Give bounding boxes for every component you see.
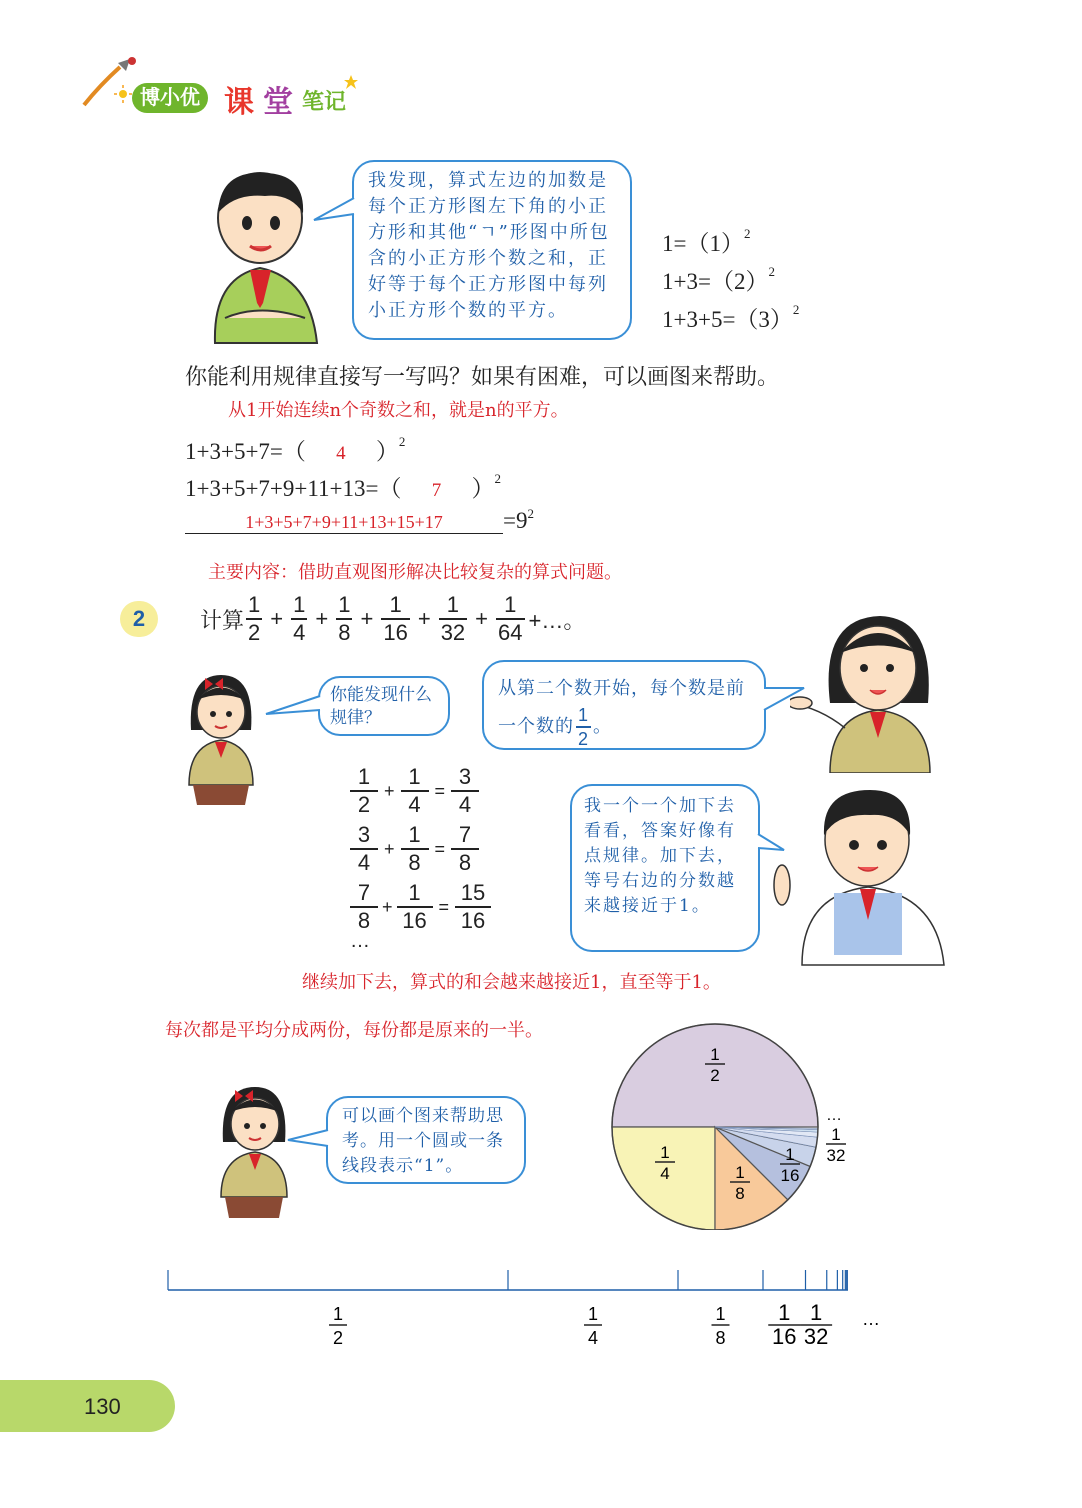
problem-expression: 计算 $\frac{1}{2}$ + $\frac{1}{4}$ + $\frac{1}{8}$ + $\frac{1}{16}$ + $\frac{1}{32}$ + $\frac{1}{64}$ +…。 bbox=[200, 592, 586, 645]
pie-label-denominator: 8 bbox=[735, 1184, 745, 1203]
fraction-step: $\frac{1}{2}$ + $\frac{1}{4}$ = $\frac{3}{4}$ bbox=[350, 765, 491, 817]
number-line-label bbox=[800, 1300, 832, 1349]
header-title-a: 课 bbox=[224, 86, 254, 119]
boy-speech-bubble-2 bbox=[570, 784, 760, 952]
girl-speech-bubble-1 bbox=[318, 676, 450, 736]
number-line-ellipsis: … bbox=[862, 1309, 880, 1329]
fraction-steps bbox=[350, 764, 491, 952]
fraction-step: $\frac{7}{8}$ + $\frac{1}{16}$ = $\frac{15}{16}$ bbox=[350, 881, 491, 933]
pie-label-denominator: 2 bbox=[710, 1066, 720, 1085]
bubble-fraction: $\frac{1}{2}$ bbox=[578, 705, 590, 749]
problem-fraction: $\frac{1}{4}$ bbox=[293, 592, 306, 645]
continue-note: 继续加下去，算式的和会越来越接近1，直至等于1。 bbox=[302, 972, 721, 993]
fill-eq-2: 1+3+5+7+9+11+13=（ 7 ）$^2$ bbox=[185, 471, 501, 501]
pie-chart bbox=[600, 1020, 860, 1230]
logo-badge: 博小优 bbox=[132, 83, 208, 113]
number-line bbox=[160, 1262, 880, 1362]
half-note: 每次都是平均分成两份，每份都是原来的一半。 bbox=[165, 1020, 543, 1041]
boy-illustration bbox=[205, 168, 325, 346]
svg-text:2: 2 bbox=[332, 1328, 344, 1348]
svg-text:1: 1 bbox=[332, 1304, 344, 1324]
bubble-tail bbox=[312, 196, 356, 226]
pie-label-numerator: 1 bbox=[735, 1163, 745, 1182]
svg-text:1: 1 bbox=[715, 1304, 726, 1324]
pie-label-denominator: 4 bbox=[660, 1164, 670, 1183]
question-text: 你能利用规律直接写一写吗？如果有困难，可以画图来帮助。 bbox=[185, 365, 780, 390]
page-number: 130 bbox=[84, 1394, 121, 1419]
fill-eq-1: 1+3+5+7=（ 4 ）$^2$ bbox=[185, 434, 406, 464]
pie-label-numerator: 1 bbox=[785, 1145, 795, 1164]
square-eq: $1+3+5=(3)^2$ bbox=[662, 302, 800, 332]
svg-text:4: 4 bbox=[587, 1328, 599, 1348]
pie-label-numerator: 1 bbox=[660, 1143, 670, 1162]
header-title-c: 笔记 bbox=[302, 89, 347, 114]
rule-note: 从1开始连续n个奇数之和，就是n的平方。 bbox=[228, 400, 569, 421]
square-equations bbox=[662, 225, 799, 339]
fraction-step: $\frac{3}{4}$ + $\frac{1}{8}$ = $\frac{7}{8}$ bbox=[350, 823, 491, 875]
star-icon bbox=[344, 75, 358, 89]
fill-answer: 1+3+5+7+9+11+13+15+17 bbox=[185, 512, 503, 534]
bubble-tail bbox=[264, 692, 322, 718]
square-eq: $1=(1)^2$ bbox=[662, 226, 751, 256]
fraction-steps-ellipsis: … bbox=[350, 930, 370, 952]
svg-text:1: 1 bbox=[587, 1304, 599, 1324]
problem-fraction: $\frac{1}{2}$ bbox=[248, 592, 261, 645]
header-title-b: 堂 bbox=[263, 86, 293, 119]
main-content-note: 主要内容：借助直观图形解决比较复杂的算式问题。 bbox=[208, 562, 622, 583]
square-eq: $1+3=(2)^2$ bbox=[662, 264, 775, 294]
svg-text:1: 1 bbox=[778, 1300, 791, 1325]
girl-2-illustration bbox=[790, 608, 940, 773]
pie-label-denominator: 32 bbox=[826, 1146, 846, 1165]
svg-text:16: 16 bbox=[772, 1324, 797, 1349]
number-line-label bbox=[584, 1304, 602, 1348]
bubble-tail bbox=[286, 1126, 330, 1152]
fill-answer: 7 bbox=[431, 480, 442, 501]
girl-speech-bubble-2 bbox=[482, 660, 766, 750]
problem-fraction: $\frac{1}{64}$ bbox=[498, 592, 523, 645]
pie-label bbox=[826, 1125, 846, 1165]
number-line-label bbox=[329, 1304, 347, 1348]
fill-eq-3: $1+3+5+7+9+11+13+15+17 =9^2$ bbox=[185, 508, 534, 534]
pie-label-denominator: 16 bbox=[780, 1166, 800, 1185]
girl-speech-bubble-3 bbox=[326, 1096, 526, 1184]
number-line-label bbox=[712, 1304, 730, 1348]
fill-answer: 4 bbox=[336, 443, 346, 464]
boy-speech-text-2: 我一个一个加下去看看，答案好像有点规律。加下去，等号右边的分数越来越接近于1。 bbox=[584, 796, 736, 916]
girl-3-illustration bbox=[215, 1082, 293, 1222]
number-line-label bbox=[768, 1300, 800, 1349]
pie-ellipsis: … bbox=[826, 1107, 842, 1124]
girl-speech-text-3: 可以画个图来帮助思考。用一个圆或一条线段表示“1”。 bbox=[342, 1106, 504, 1176]
sun-icon bbox=[114, 85, 132, 103]
girl-illustration bbox=[183, 670, 258, 810]
svg-text:8: 8 bbox=[715, 1328, 726, 1348]
svg-text:32: 32 bbox=[803, 1324, 829, 1349]
pie-label-numerator: 1 bbox=[831, 1125, 841, 1144]
boy-2-illustration bbox=[772, 785, 952, 970]
problem-fraction: $\frac{1}{16}$ bbox=[383, 592, 408, 645]
problem-fraction: $\frac{1}{32}$ bbox=[440, 592, 466, 645]
header-logo bbox=[80, 55, 380, 119]
boy-speech-bubble-1 bbox=[352, 160, 632, 340]
problem-number-badge: 2 bbox=[120, 601, 158, 637]
problem-label: 计算 bbox=[200, 608, 245, 634]
pie-label-numerator: 1 bbox=[710, 1045, 720, 1064]
svg-text:1: 1 bbox=[810, 1300, 823, 1325]
girl-speech-text-2: 从第二个数开始，每个数是前一个数的 $\frac{1}{2}$ 。 bbox=[498, 678, 745, 749]
girl-speech-text-1: 你能发现什么规律？ bbox=[330, 685, 432, 728]
boy-speech-text-1: 我发现，算式左边的加数是每个正方形图左下角的小正方形和其他“ㄱ”形图中所包含的小正方形个数之和，正好等于每个正方形图中每列小正方形个数的平方。 bbox=[368, 170, 610, 321]
problem-fraction: $\frac{1}{8}$ bbox=[338, 592, 351, 645]
